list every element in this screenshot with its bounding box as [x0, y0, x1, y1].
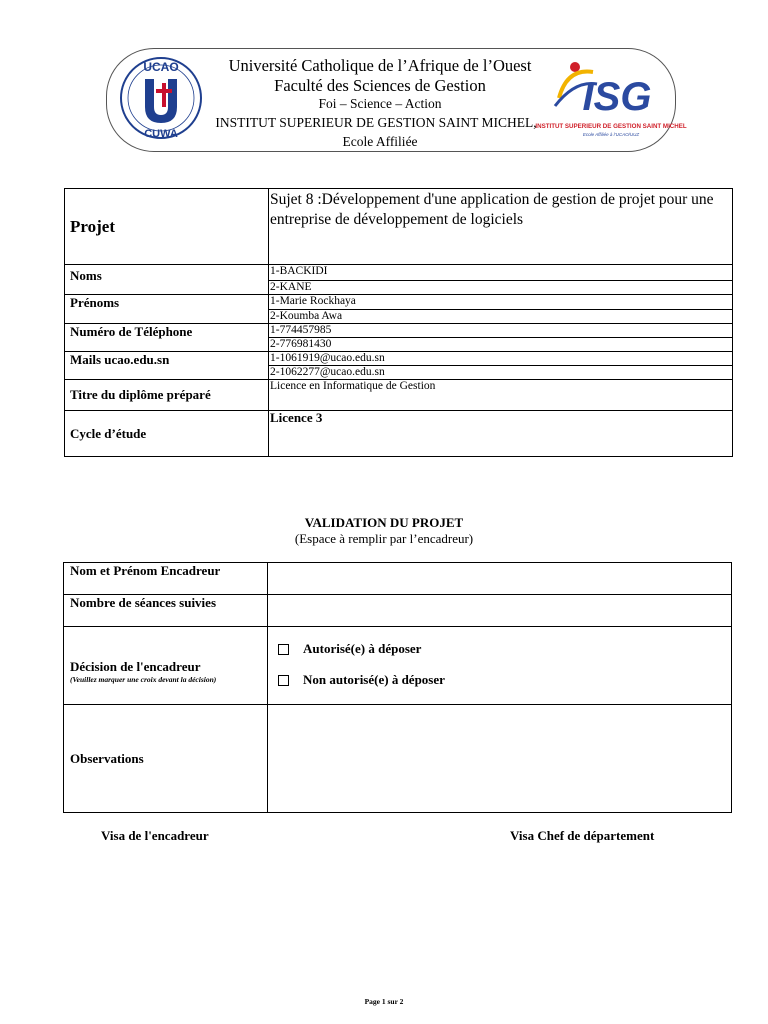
non-autorise-label: Non autorisé(e) à déposer	[303, 672, 445, 687]
encadreur-field[interactable]	[268, 563, 732, 595]
telephone-1: 1-774457985	[269, 324, 733, 338]
option-non-autorise[interactable]	[278, 672, 729, 688]
university-name: Université Catholique de l’Afrique de l’Ouest	[228, 56, 532, 75]
decision-label: Décision de l'encadreur	[70, 659, 201, 674]
decision-note: (Veuillez marquer une croix devant la décision)	[70, 675, 217, 684]
project-info-table	[64, 188, 733, 457]
table-row	[64, 627, 732, 705]
prenoms-label: Prénoms	[65, 295, 269, 324]
table-row	[65, 411, 733, 457]
table-row	[64, 595, 732, 627]
seances-label: Nombre de séances suivies	[64, 595, 268, 627]
seances-field[interactable]	[268, 595, 732, 627]
observations-field[interactable]	[268, 705, 732, 813]
cuwa-logo-text: CUWA	[144, 128, 178, 140]
faculty-name: Faculté des Sciences de Gestion	[274, 76, 486, 95]
table-row	[64, 563, 732, 595]
table-row	[65, 380, 733, 411]
visa-encadreur: Visa de l'encadreur	[101, 828, 209, 843]
sujet-value: Sujet 8 :Développement d'une application de gestion de projet pour une entreprise de développement de logiciels	[269, 189, 733, 265]
validation-table	[63, 562, 732, 813]
prenom-1: 1-Marie Rockhaya	[269, 295, 733, 310]
autorise-checkbox[interactable]	[278, 644, 289, 655]
mail-1: 1-1061919@ucao.edu.sn	[269, 352, 733, 366]
table-row	[65, 324, 733, 338]
table-row	[65, 352, 733, 366]
isg-subcaption: Ecole Affiliée à l’UCAO/UUZ	[582, 132, 640, 137]
decision-options	[268, 627, 732, 705]
mail-2: 2-1062277@ucao.edu.sn	[269, 366, 733, 380]
header-text	[210, 56, 550, 151]
school-status: Ecole Affiliée	[342, 134, 418, 149]
telephone-label: Numéro de Téléphone	[65, 324, 269, 352]
validation-title: VALIDATION DU PROJET	[304, 515, 464, 530]
isg-logo-text: ISG	[582, 75, 652, 119]
nom-1: 1-BACKIDI	[269, 265, 733, 281]
noms-label: Noms	[65, 265, 269, 295]
non-autorise-checkbox[interactable]	[278, 675, 289, 686]
decision-cell	[64, 627, 268, 705]
isg-caption: INSTITUT SUPERIEUR DE GESTION SAINT MICHEL	[535, 123, 687, 130]
mails-label: Mails ucao.edu.sn	[65, 352, 269, 380]
autorise-label: Autorisé(e) à déposer	[303, 641, 422, 656]
cycle-label: Cycle d’étude	[65, 411, 269, 457]
nom-2: 2-KANE	[269, 281, 733, 295]
projet-label: Projet	[65, 189, 269, 265]
cycle-value: Licence 3	[269, 411, 733, 457]
validation-subtitle: (Espace à remplir par l’encadreur)	[294, 531, 474, 546]
page-number: Page 1 sur 2	[364, 997, 404, 1006]
table-row	[65, 265, 733, 281]
telephone-2: 2-776981430	[269, 338, 733, 352]
ucao-logo	[112, 53, 210, 143]
prenom-2: 2-Koumba Awa	[269, 310, 733, 324]
table-row	[65, 295, 733, 310]
table-row	[64, 705, 732, 813]
visa-chef-departement: Visa Chef de département	[510, 828, 655, 843]
diplome-value: Licence en Informatique de Gestion	[269, 380, 733, 411]
observations-label: Observations	[64, 705, 268, 813]
encadreur-label: Nom et Prénom Encadreur	[64, 563, 268, 595]
table-row	[65, 189, 733, 265]
institute-name: INSTITUT SUPERIEUR DE GESTION SAINT MICHEL,	[215, 115, 537, 130]
motto: Foi – Science – Action	[318, 96, 442, 111]
option-autorise[interactable]	[278, 641, 729, 657]
isg-logo	[535, 58, 687, 140]
diplome-label: Titre du diplôme préparé	[65, 380, 269, 411]
ucao-logo-text: UCAO	[143, 60, 179, 74]
